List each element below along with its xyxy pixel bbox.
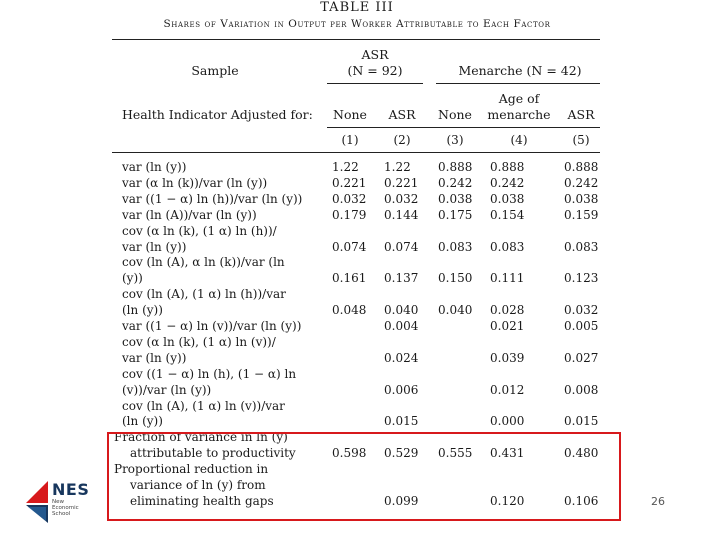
row-label: var ((1 − α) ln (h))/var (ln (y)) (122, 191, 303, 206)
table-cell: 0.024 (384, 350, 419, 365)
table-cell: 0.154 (490, 207, 525, 222)
row-label: Proportional reduction in (114, 462, 269, 477)
table-cell: 0.021 (490, 319, 525, 333)
header-asr-n: (N = 92) (347, 63, 403, 78)
table-cell: 0.106 (564, 493, 599, 508)
header-col2: ASR (388, 107, 416, 122)
row-label: var (ln (A))/var (ln (y)) (122, 207, 257, 222)
table-cell: 0.598 (332, 446, 367, 461)
row-label: attributable to productivity (130, 446, 296, 461)
row-label: cov ((1 − α) ln (h), (1 − α) ln (122, 366, 297, 381)
table-cell: 0.032 (384, 191, 419, 206)
header-sample: Sample (191, 63, 239, 78)
table-cell: 0.040 (384, 303, 419, 318)
page-number: 26 (651, 495, 665, 508)
table-cell: 0.150 (438, 271, 473, 286)
table-cell: 0.221 (332, 175, 367, 190)
row-label: var (ln (y)) (122, 160, 187, 174)
row-label: Fraction of variance in ln (y) (114, 430, 288, 445)
table-cell: 0.028 (490, 303, 525, 318)
table-cell: 0.039 (490, 350, 525, 365)
table-cell: 0.015 (564, 414, 599, 429)
table-cell: 0.032 (564, 303, 599, 318)
table-cell: 0.008 (564, 382, 599, 397)
table-cell: 0.040 (438, 303, 473, 318)
menarche-group-rule (436, 83, 600, 84)
logo-subtitle (52, 499, 79, 517)
table-number: TABLE III (320, 0, 394, 15)
table-cell: 1.22 (332, 160, 359, 174)
row-label: cov (ln (A), α ln (k))/var (ln (122, 255, 285, 270)
table-cell: 0.083 (490, 239, 525, 254)
logo-subtitle-line: Economic (52, 505, 79, 511)
colnum-5: (5) (572, 133, 590, 147)
table-cell: 0.242 (490, 175, 525, 190)
table-cell: 0.038 (490, 191, 525, 206)
table-cell: 0.005 (564, 319, 599, 333)
body-top-rule (112, 152, 600, 153)
table-cell: 0.004 (384, 319, 419, 333)
table-cell: 0.006 (384, 382, 419, 397)
header-col1: None (333, 107, 367, 122)
table-cell: 0.120 (490, 493, 525, 508)
table-cell: 0.159 (564, 207, 599, 222)
row-label: variance of ln (y) from (130, 478, 266, 492)
table-cell: 0.074 (384, 239, 419, 254)
table-cell: 0.027 (564, 350, 599, 365)
row-label: var (ln (y)) (122, 350, 187, 365)
table-cell: 0.888 (438, 160, 473, 174)
table-cell: 0.038 (564, 191, 599, 206)
asr-group-rule (327, 83, 423, 84)
table-cell: 0.242 (438, 175, 473, 190)
table-cell: 0.032 (332, 191, 367, 206)
row-label: var (ln (y)) (122, 239, 187, 254)
logo-name: NES (52, 480, 90, 499)
logo-subtitle-line: New (52, 499, 64, 505)
table-cell: 0.161 (332, 271, 367, 286)
header-menarche-group: Menarche (N = 42) (458, 63, 582, 78)
table-cell: 0.083 (438, 239, 473, 254)
colnum-1: (1) (341, 133, 359, 147)
header-col4-line1: Age of (498, 91, 540, 106)
table-cell: 0.123 (564, 271, 599, 286)
table-title: Shares of Variation in Output per Worker Attributable to Each Factor (163, 18, 551, 30)
row-label: eliminating health gaps (130, 493, 274, 508)
row-label: cov (ln (A), (1 α) ln (v))/var (122, 398, 285, 413)
table-cell: 1.22 (384, 160, 411, 174)
header-col4-line2: menarche (487, 107, 551, 122)
highlight-box (107, 432, 621, 521)
table-cell: 0.083 (564, 239, 599, 254)
top-rule (112, 39, 600, 40)
table-cell: 0.048 (332, 303, 367, 318)
table-cell: 0.144 (384, 207, 419, 222)
table-cell: 0.480 (564, 446, 599, 461)
table-cell: 0.012 (490, 382, 525, 397)
col-header-rule (327, 127, 600, 128)
header-col3: None (438, 107, 472, 122)
row-label: var ((1 − α) ln (v))/var (ln (y)) (122, 319, 302, 333)
table-cell: 0.431 (490, 446, 525, 461)
row-label: (y)) (122, 271, 143, 286)
header-col5: ASR (567, 107, 595, 122)
table-cell: 0.137 (384, 271, 419, 286)
row-label: cov (ln (A), (1 α) ln (h))/var (122, 287, 286, 302)
row-label: (ln (y)) (122, 414, 163, 429)
table-cell: 0.888 (564, 160, 599, 174)
colnum-3: (3) (446, 133, 464, 147)
table-caption (112, 0, 602, 32)
table-cell: 0.099 (384, 493, 419, 508)
table-cell: 0.242 (564, 175, 599, 190)
table-cell: 0.015 (384, 414, 419, 429)
table-cell: 0.038 (438, 191, 473, 206)
row-label: (v))/var (ln (y)) (122, 382, 212, 397)
table-cell: 0.175 (438, 207, 473, 222)
table-cell: 0.179 (332, 207, 367, 222)
logo-subtitle-line: School (52, 511, 71, 517)
colnum-4: (4) (510, 133, 528, 147)
table-cell: 0.888 (490, 160, 525, 174)
table-cell: 0.000 (490, 414, 525, 429)
table-cell: 0.074 (332, 239, 367, 254)
row-label: cov (α ln (k), (1 α) ln (h))/ (122, 223, 277, 238)
header-health-indicator: Health Indicator Adjusted for: (122, 107, 313, 122)
row-label: (ln (y)) (122, 303, 163, 318)
row-label: cov (α ln (k), (1 α) ln (v))/ (122, 334, 276, 349)
colnum-2: (2) (393, 133, 411, 147)
table-cell: 0.555 (438, 446, 473, 461)
header-asr-group: ASR (361, 47, 389, 62)
row-label: var (α ln (k))/var (ln (y)) (122, 175, 268, 190)
table-cell: 0.221 (384, 175, 419, 190)
table-cell: 0.529 (384, 446, 419, 461)
table-cell: 0.111 (490, 271, 525, 286)
